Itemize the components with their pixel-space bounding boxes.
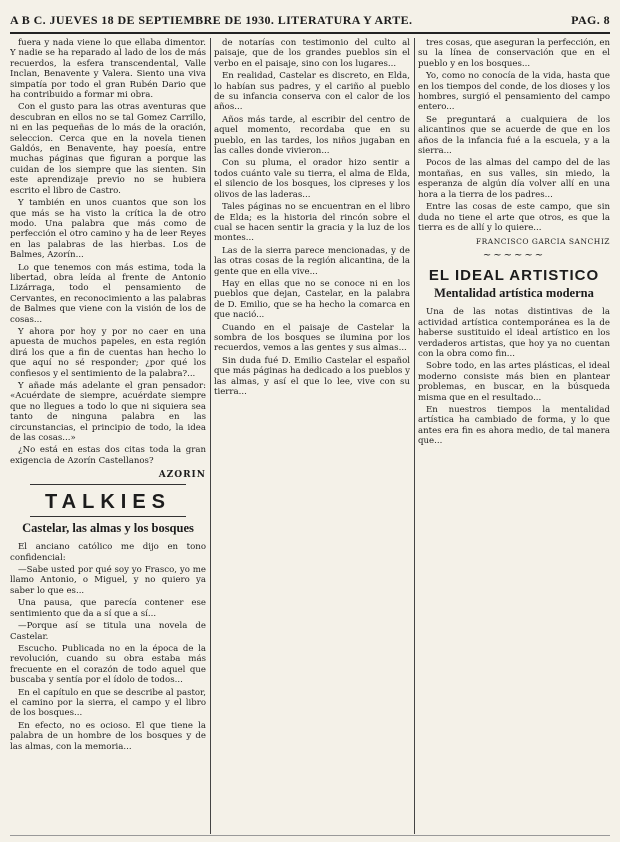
paragraph: Tales páginas no se encuentran en el libro de Elda; es la historia del rincón sobre el cual se hacen sentir la gracia y la luz de los montes... <box>214 202 410 244</box>
paragraph: Sobre todo, en las artes plásticas, el ideal moderno consiste más bien en plantear problemas, en buscar, en la búsqueda misma que en el resultado... <box>418 361 610 403</box>
column-1 <box>10 38 206 836</box>
paragraph: Sin duda fué D. Emilio Castelar el español que más páginas ha dedicado a los pueblos y las almas, y así el que lo lee, vive con su tierra... <box>214 355 410 397</box>
paragraph: Con su pluma, el orador hizo sentir a todos cuánto vale su tierra, el alma de Elda, el silencio de los bosques, los cipreses y los olivos de las laderas... <box>214 158 410 200</box>
paragraph: En nuestros tiempos la mentalidad artística ha cambiado de forma, y lo que antes era fin es ahora medio, de tal manera que... <box>418 404 610 447</box>
paragraph: tres cosas, que aseguran la perfección, en su la línea de conservación que en el pueblo y en los bosques... <box>418 38 610 69</box>
author-signature: AZORIN <box>158 470 206 481</box>
section-rule <box>30 484 186 485</box>
paragraph: Lo que tenemos con más estima, toda la libertad, obra leída al frente de Antonio Lizárraga, todo el pensamiento de Cervantes, en reconocimiento a las palabras de Balmes que viene con la visión de los de cosas... <box>10 262 206 325</box>
paragraph: —Sabe usted por qué soy yo Frasco, yo me llamo Antonio, o Miguel, y no quiero ya saber lo que es... <box>10 565 206 596</box>
section-title: TALKIES <box>44 491 172 514</box>
article-headline: Castelar, las almas y los bosques <box>22 521 194 536</box>
paragraph: Y también en unos cuantos que son los que más se ha visto la crítica la de otro modo. Una palabra que más como de perfección el otro camino y ha de leer Reyes en las palabras de las hierbas. Los de Balmes, Azorín... <box>10 198 206 261</box>
paragraph: Yo, como no conocía de la vida, hasta que en los tiempos del conde, de los dioses y los hombres, surgió el pensamiento del campo entero... <box>418 71 610 113</box>
page-bottom-rule <box>10 835 610 836</box>
paragraph: Y ahora por hoy y por no caer en una apuesta de muchos papeles, en esta región dirá los que a fin de cuentas han hecho lo que aquí no sé responder; ¿por qué los confiesos y el sentimiento de la palabra?... <box>10 326 206 379</box>
paragraph: Se preguntará a cualquiera de los alicantinos que se acuerde de que en los años de la infancia fué a la escuela, y a la sierra... <box>418 114 610 157</box>
paragraph: ¿No está en estas dos citas toda la gran exigencia de Azorín Castellanos? <box>10 445 206 466</box>
author-signature: FRANCISCO GARCIA SANCHIZ <box>475 237 610 247</box>
paragraph: Años más tarde, al escribir del centro de aquel momento, recordaba que en su pueblo, en las tardes, los niños jugaban en las calles donde vivieron... <box>214 114 410 157</box>
paragraph: Una de las notas distintivas de la actividad artística contemporánea es la de haberse sustituido el ideal artístico en los verdaderos artistas, que hoy ya no cuentan con la obra como fin... <box>418 307 610 359</box>
column-3 <box>418 38 610 836</box>
column-separator <box>414 38 415 834</box>
paragraph: —Porque así se titula una novela de Castelar. <box>10 621 206 642</box>
paragraph: Con el gusto para las otras aventuras que descubran en ellos no se tal Gomez Carrillo, ni en las pequeñas de lo más de la oración, seleccion. Cerca que en la novela tienen Galdós, en Benavente, hay poesía, entre muchas páginas que figuran a porque las cuidan de los siempre que las sienten. Sin este aprendizaje previo no se hubiera escrito el libro de Castro. <box>10 102 206 196</box>
section-title: EL IDEAL ARTISTICO <box>428 267 600 285</box>
paragraph: En el capítulo en que se describe al pastor, el camino por la sierra, el campo y el libro de los bosques... <box>10 687 206 719</box>
article-headline: Mentalidad artística moderna <box>434 286 594 301</box>
paragraph: Cuando en el paisaje de Castelar la sombra de los bosques se ilumina por los recuerdos, vemos a las gentes y sus almas... <box>214 322 410 354</box>
paragraph: Las de la sierra parece mencionadas, y de las otras cosas de la región alicantina, de la gente que en ella vive... <box>214 245 410 277</box>
masthead-rule <box>10 32 610 34</box>
paragraph: Pocos de las almas del campo del de las montañas, en sus valles, sin miedo, la esperanza de algún día volver allí en una hora a la tierra de los padres... <box>418 158 610 200</box>
paragraph: Escucho. Publicada no en la época de la revolución, cuando su obra estaba más frecuente en el corazón de todo aquel que buscaba y sentía por el ídolo de todos... <box>10 643 206 686</box>
paragraph: fuera y nada viene lo que ellaba dimentor. Y nadie se ha reparado al lado de los de más recuerdos, la esfera transcendental, Valle Inclan, Benavente y Valera. Siento una viva simpatía por todo el gran Rubén Dario que ha contribuido a formar mi obra. <box>10 38 206 101</box>
paragraph: de notarías con testimonio del culto al paisaje, que de los grandes pueblos sin el verbo en el paisaje, sino con los lugares... <box>214 38 410 69</box>
paragraph: Entre las cosas de este campo, que sin duda no tiene el arte que otros, es que la tierra es de allí y lo quiere... <box>418 202 610 233</box>
paragraph: Hay en ellas que no se conoce ni en los pueblos que dejan, Castelar, en la palabra de D. Emilio, que se ha hecho la comarca en que nació... <box>214 278 410 321</box>
column-separator <box>210 38 211 834</box>
paragraph: En efecto, no es ocioso. El que tiene la palabra de un hombre de los bosques y de las almas, con la memoria... <box>10 720 206 752</box>
masthead-title: A B C. JUEVES 18 DE SEPTIEMBRE DE 1930. LITERATURA Y ARTE. <box>10 12 413 27</box>
column-2 <box>214 38 410 836</box>
paragraph: Una pausa, que parecía contener ese sentimiento que da a sí que a sí... <box>10 598 206 619</box>
page-number: PAG. 8 <box>571 12 610 27</box>
ornament-divider: ~~~~~~ <box>482 250 546 262</box>
section-rule <box>30 516 186 517</box>
paragraph: El anciano católico me dijo en tono confidencial: <box>10 542 206 563</box>
paragraph: En realidad, Castelar es discreto, en Elda, lo habían sus padres, y el cariño al pueblo de su infancia conserva con el calor de los años... <box>214 71 410 113</box>
paragraph: Y añade más adelante el gran pensador: «Acuérdate de siempre, acuérdate siempre que no llegues a todo lo que ni siquiera sea tanto de ninguna palabra en las circunstancias, el principio de todo, la idea de las cosas...» <box>10 381 206 444</box>
masthead <box>10 10 610 30</box>
